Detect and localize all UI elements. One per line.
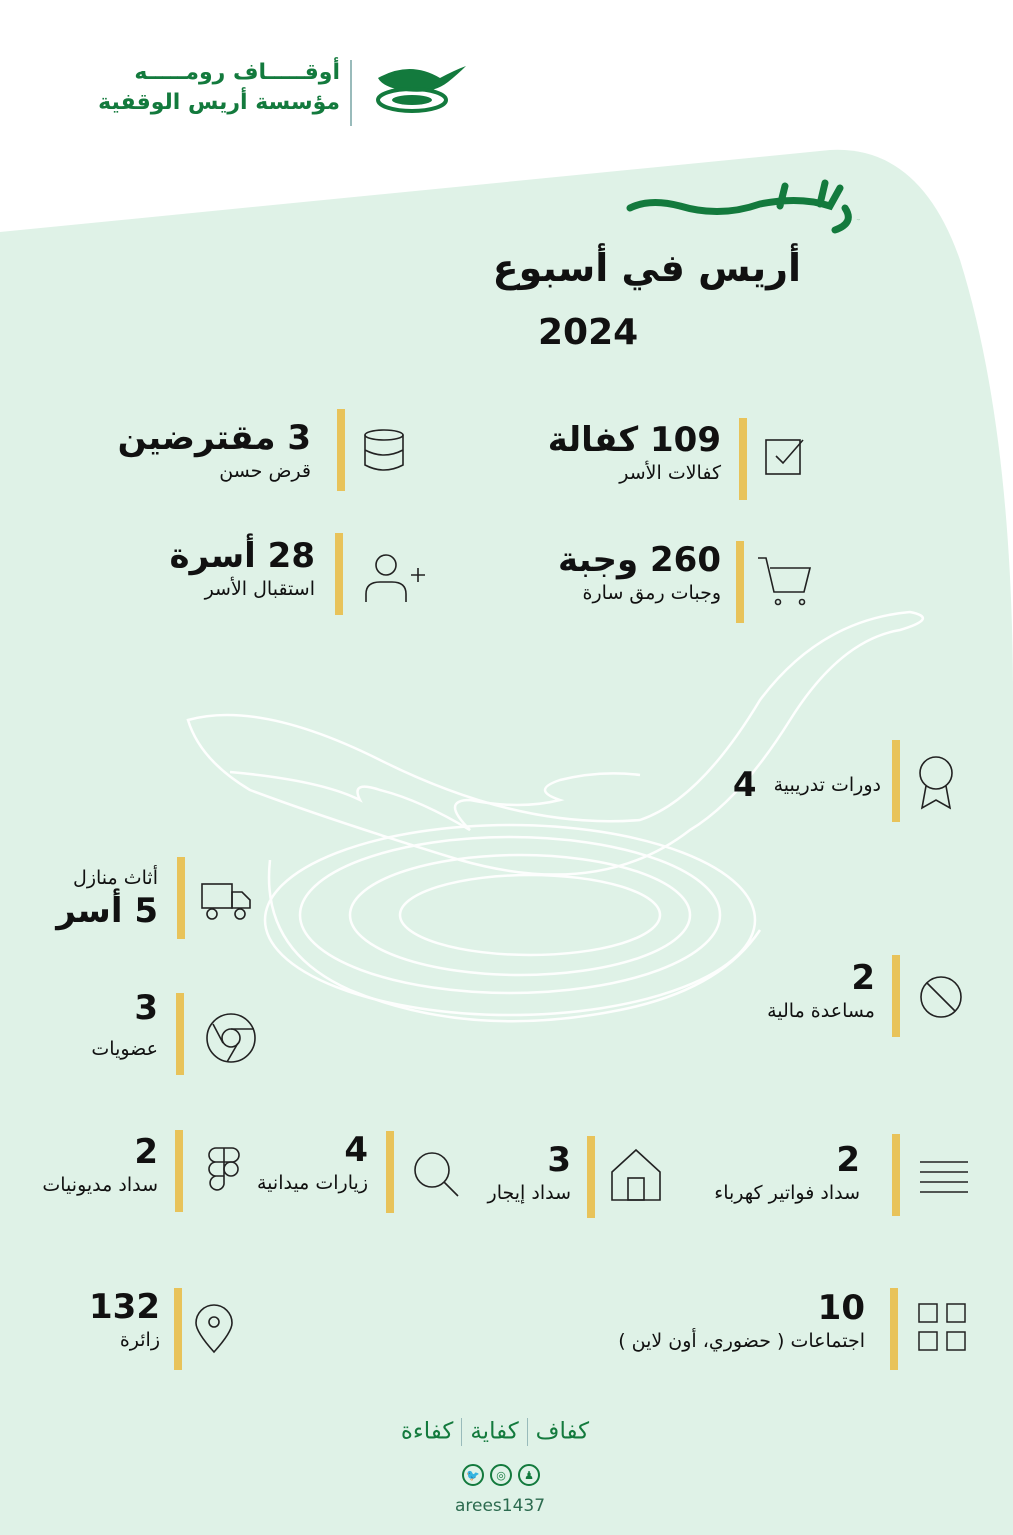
leaf-bowl-logo (370, 60, 470, 120)
accent-bar (892, 740, 900, 822)
cart-icon (756, 554, 812, 610)
search-icon (412, 1150, 460, 1198)
stat-label: زائرة (119, 1328, 160, 1351)
tagline-word-3: كفاءة (400, 1418, 454, 1445)
database-icon (362, 428, 406, 472)
stat-value: 3 (547, 1140, 571, 1180)
stat-value: 2 (851, 958, 875, 998)
stat-kafala (548, 420, 721, 485)
stat-value: 10 (817, 1288, 865, 1328)
accent-bar (739, 418, 747, 500)
stat-value: 3 مقترضين (117, 418, 311, 458)
lines-icon (918, 1160, 970, 1194)
slash-circle-icon (918, 974, 964, 1020)
stat-rent (488, 1140, 571, 1205)
stat-label: قرض حسن (219, 459, 311, 482)
accent-bar (386, 1131, 394, 1213)
stat-label: وجبات رمق سارة (582, 581, 721, 604)
social-handle: arees1437 (454, 1496, 546, 1516)
stat-label: عضويات (91, 1037, 158, 1060)
stat-visitors (89, 1287, 160, 1352)
stat-value: 109 كفالة (547, 420, 721, 460)
accent-bar (175, 1130, 183, 1212)
stat-value: 5 أسر (56, 890, 158, 931)
year: 2024 (538, 312, 639, 353)
stat-borrowers (118, 418, 311, 483)
tagline-divider (527, 1418, 528, 1446)
stat-debts (42, 1132, 158, 1197)
script-title-text: إنجازات (856, 220, 860, 221)
add-user-icon (362, 552, 430, 604)
accent-bar (890, 1288, 898, 1370)
social-links (458, 1464, 544, 1490)
brand-subtitle: مؤسسة أريس الوقفية (98, 90, 340, 115)
page-title: أريس في أسبوع (492, 246, 801, 290)
figma-icon (206, 1146, 242, 1194)
stat-financial (767, 958, 875, 1023)
accent-bar (176, 993, 184, 1075)
stat-label: دورات تدريبية (773, 774, 881, 797)
stat-label: مساعدة مالية (767, 999, 875, 1022)
tagline-word-2: كفاية (470, 1418, 519, 1445)
stat-label: كفالات الأسر (619, 461, 721, 484)
stat-courses (733, 765, 881, 806)
accent-bar (177, 857, 185, 939)
award-icon (916, 755, 956, 811)
checkbox-icon (764, 434, 806, 476)
stat-value: 2 (134, 1132, 158, 1172)
stat-label: سداد إيجار (487, 1181, 571, 1204)
stat-value: 2 (836, 1140, 860, 1180)
stat-families (170, 536, 315, 601)
stat-electricity (714, 1140, 860, 1205)
stat-value: 3 (134, 988, 158, 1028)
accent-bar (736, 541, 744, 623)
stat-value: 28 أسرة (169, 536, 315, 576)
stat-value: 4 (732, 765, 757, 805)
truck-icon (200, 880, 252, 922)
brand-name: أوقـــــاف رومـــــه (134, 60, 340, 85)
accent-bar (337, 409, 345, 491)
twitter-icon[interactable]: 🐦 (462, 1464, 484, 1486)
stat-visits (257, 1130, 368, 1195)
stat-value: 132 (89, 1287, 160, 1327)
instagram-icon[interactable]: ◎ (490, 1464, 512, 1486)
brand-header (80, 60, 480, 130)
accent-bar (892, 1134, 900, 1216)
stat-label: سداد فواتير كهرباء (714, 1181, 860, 1204)
snapchat-icon[interactable]: ♟ (518, 1464, 540, 1486)
accent-bar (892, 955, 900, 1037)
stat-label: زيارات ميدانية (256, 1171, 368, 1194)
accent-bar (587, 1136, 595, 1218)
accent-bar (174, 1288, 182, 1370)
stat-value: 4 (344, 1130, 368, 1170)
stat-label: اجتماعات ( حضوري، أون لاين ) (618, 1329, 865, 1352)
stat-meetings (618, 1288, 865, 1353)
achievements-script-title (620, 168, 870, 238)
brand-divider (350, 60, 352, 126)
chrome-icon (205, 1012, 257, 1064)
stat-label: أثاث منازل (73, 867, 158, 889)
stat-label: سداد مديونيات (42, 1173, 158, 1196)
tagline-word-1: كفاف (535, 1418, 590, 1445)
tagline-divider (461, 1418, 462, 1446)
stat-label: استقبال الأسر (204, 577, 315, 600)
grid-icon (918, 1303, 966, 1351)
house-icon (610, 1148, 662, 1202)
accent-bar (335, 533, 343, 615)
stat-value: 260 وجبة (558, 540, 721, 580)
footer-tagline (370, 1418, 620, 1454)
stat-meals (558, 540, 721, 605)
stat-furniture (56, 866, 158, 931)
map-pin-icon (194, 1304, 234, 1354)
stat-memberships (91, 988, 158, 1061)
